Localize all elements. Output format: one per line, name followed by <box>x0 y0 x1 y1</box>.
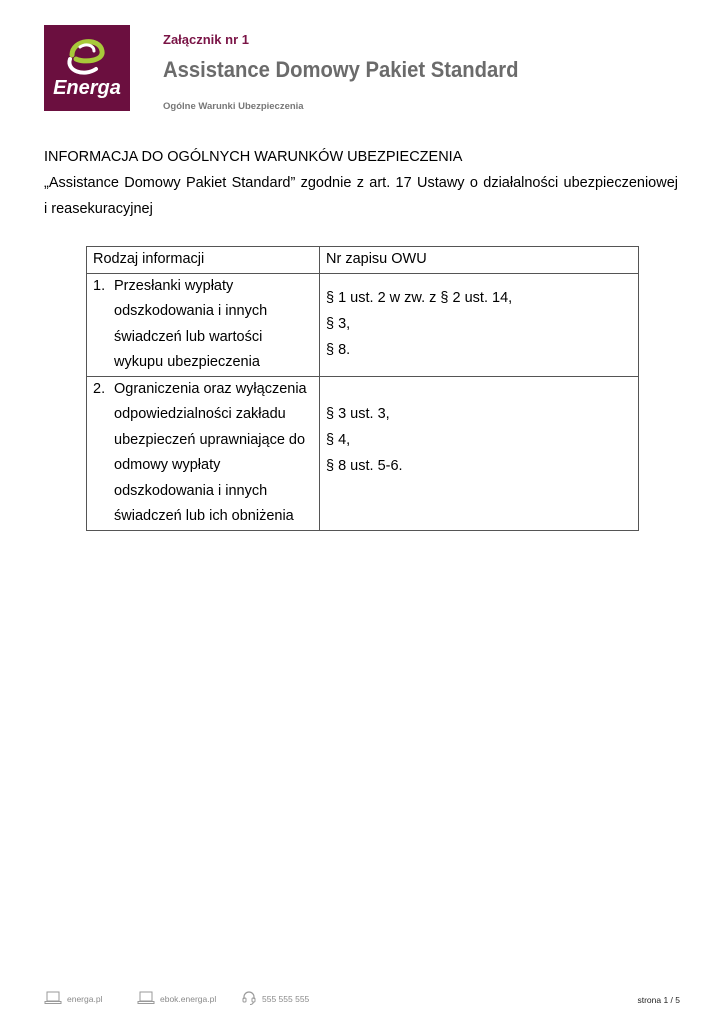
item-number: 2. <box>93 380 106 397</box>
energa-logo <box>44 25 130 111</box>
column-header: Rodzaj informacji <box>87 247 320 274</box>
headset-icon <box>241 990 257 1008</box>
table-row <box>87 273 639 376</box>
item-text-line: odszkodowania i innych <box>114 482 268 499</box>
item-text-line: ubezpieczeń uprawniające do <box>114 431 306 448</box>
owu-reference: § 8 ust. 5-6. <box>326 457 403 474</box>
item-number: 1. <box>93 277 106 294</box>
laptop-icon <box>137 991 155 1007</box>
info-type-cell <box>87 376 320 530</box>
phone-link[interactable] <box>241 988 309 1010</box>
website-link[interactable] <box>44 988 102 1010</box>
owu-reference: § 1 ust. 2 w zw. z § 2 ust. 14, <box>326 289 513 306</box>
item-text-line: świadczeń lub wartości <box>114 328 263 345</box>
item-text-line: odmowy wypłaty <box>114 457 221 473</box>
table-header-row <box>87 247 639 274</box>
website-text: energa.pl <box>67 994 103 1004</box>
column-header: Nr zapisu OWU <box>320 247 639 274</box>
annex-label: Załącznik nr 1 <box>163 32 249 47</box>
owu-reference-cell <box>320 273 639 376</box>
item-text-line: wykupu ubezpieczenia <box>114 354 260 370</box>
item-text-line: Przesłanki wypłaty <box>114 277 234 294</box>
item-text-line: Ograniczenia oraz wyłączenia <box>114 380 307 397</box>
ebok-link[interactable] <box>137 988 216 1010</box>
laptop-icon <box>44 991 62 1007</box>
logo-wordmark: Energa <box>53 77 121 99</box>
intro-line: „Assistance Domowy Pakiet Standard” zgodnie z art. 17 Ustawy o działalności ubezpieczeniowej <box>44 175 678 191</box>
item-text-line: odpowiedzialności zakładu <box>114 406 286 422</box>
owu-reference-cell <box>320 376 639 530</box>
document-subtitle: Ogólne Warunki Ubezpieczenia <box>163 101 304 112</box>
owu-reference: § 3, <box>326 315 351 332</box>
info-type-cell <box>87 273 320 376</box>
item-text-line: odszkodowania i innych <box>114 303 268 319</box>
intro-heading: INFORMACJA DO OGÓLNYCH WARUNKÓW UBEZPIECZENIA <box>44 149 463 165</box>
owu-reference: § 3 ust. 3, <box>326 405 390 422</box>
document-title: Assistance Domowy Pakiet Standard <box>163 57 519 82</box>
owu-reference: § 4, <box>326 431 351 448</box>
owu-reference: § 8. <box>326 341 351 358</box>
ebok-text: ebok.energa.pl <box>160 994 217 1004</box>
page-number: strona 1 / 5 <box>637 995 680 1005</box>
table-row <box>87 376 639 530</box>
phone-text: 555 555 555 <box>262 994 310 1004</box>
intro-text <box>44 144 678 222</box>
intro-line: i reasekuracyjnej <box>44 201 153 217</box>
info-table <box>86 246 639 531</box>
page-footer <box>0 988 724 1012</box>
item-text-line: świadczeń lub ich obniżenia <box>114 508 294 524</box>
